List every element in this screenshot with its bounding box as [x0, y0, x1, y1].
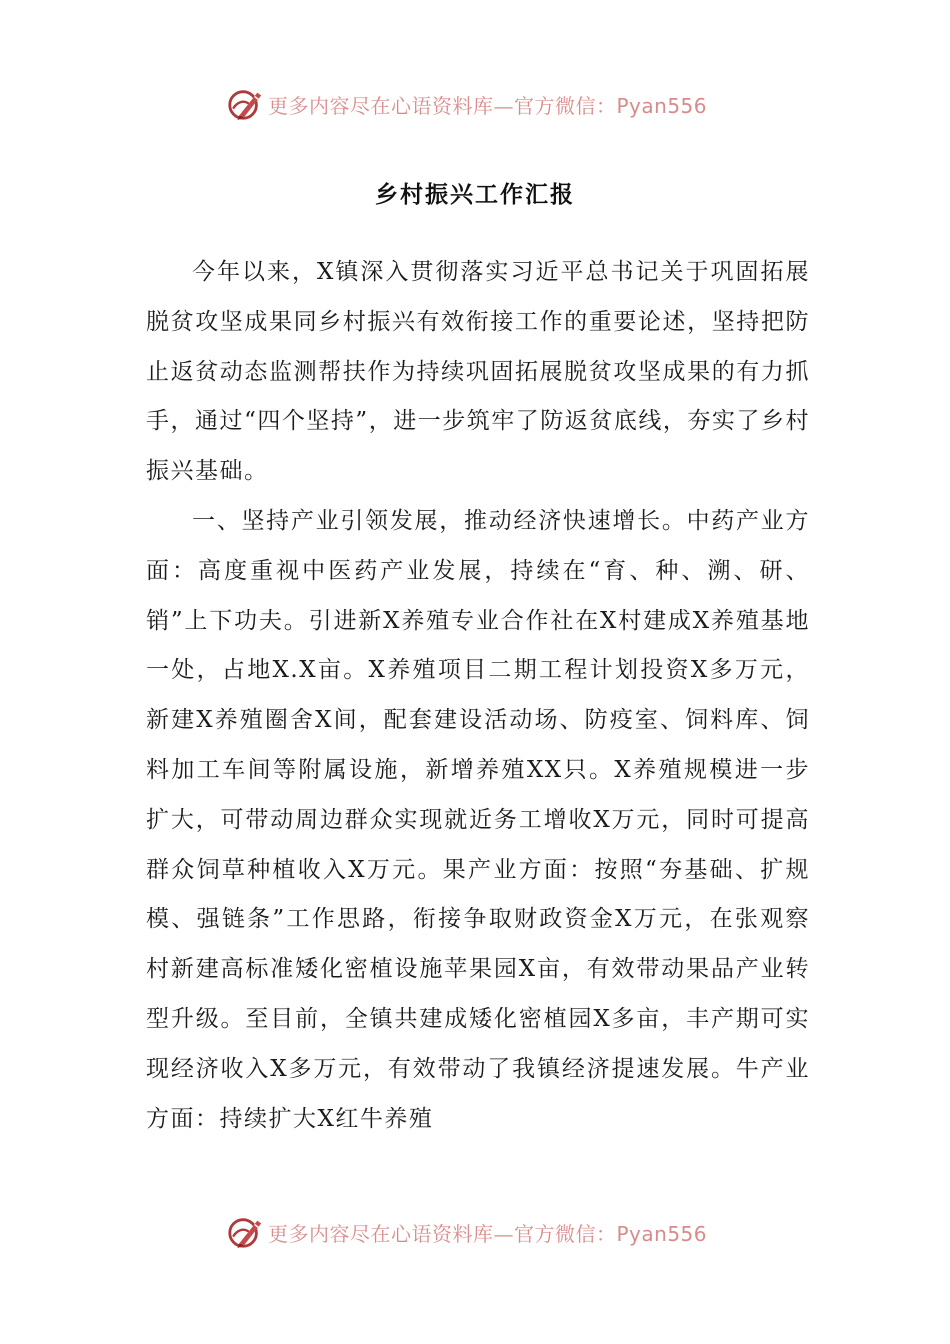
pen-logo-icon — [226, 1213, 264, 1251]
watermark-banner-bottom — [226, 1212, 707, 1252]
watermark-account: Pyan556 — [616, 93, 708, 118]
watermark-account: Pyan556 — [616, 1221, 708, 1246]
paragraph-intro: 今年以来，X镇深入贯彻落实习近平总书记关于巩固拓展脱贫攻坚成果同乡村振兴有效衔接工作的重要论述，坚持把防止返贫动态监测帮扶作为持续巩固拓展脱贫攻坚成果的有力抓手，通过“四个坚持”，进一步筑牢了防返贫底线，夯实了乡村振兴基础。 — [146, 259, 810, 485]
document-body — [146, 248, 810, 1144]
watermark-text: 更多内容尽在心语资料库—官方微信： — [268, 1221, 617, 1246]
pen-logo-icon — [226, 85, 264, 123]
paragraph-industry: 一、坚持产业引领发展，推动经济快速增长。中药产业方面：高度重视中医药产业发展，持续在“育、种、溯、研、销”上下功夫。引进新X养殖专业合作社在X村建成X养殖基地一处，占地X.X亩。X养殖项目二期工程计划投资X多万元，新建X养殖圈舍X间，配套建设活动场、防疫室、饲料库、饲料加工车间等附属设施，新增养殖XX只。X养殖规模进一步扩大，可带动周边群众实现就近务工增收X万元，同时可提高群众饲草种植收入X万元。果产业方面：按照“夯基础、扩规模、强链条”工作思路，衔接争取财政资金X万元，在张观察村新建高标准矮化密植设施苹果园X亩，有效带动果品产业转型升级。至目前，全镇共建成矮化密植园X多亩，丰产期可实现经济收入X多万元，有效带动了我镇经济提速发展。牛产业方面：持续扩大X红牛养殖 — [146, 507, 810, 1132]
watermark-banner-top — [226, 84, 707, 124]
document-title: 乡村振兴工作汇报 — [375, 181, 575, 208]
watermark-text: 更多内容尽在心语资料库—官方微信： — [268, 93, 617, 118]
